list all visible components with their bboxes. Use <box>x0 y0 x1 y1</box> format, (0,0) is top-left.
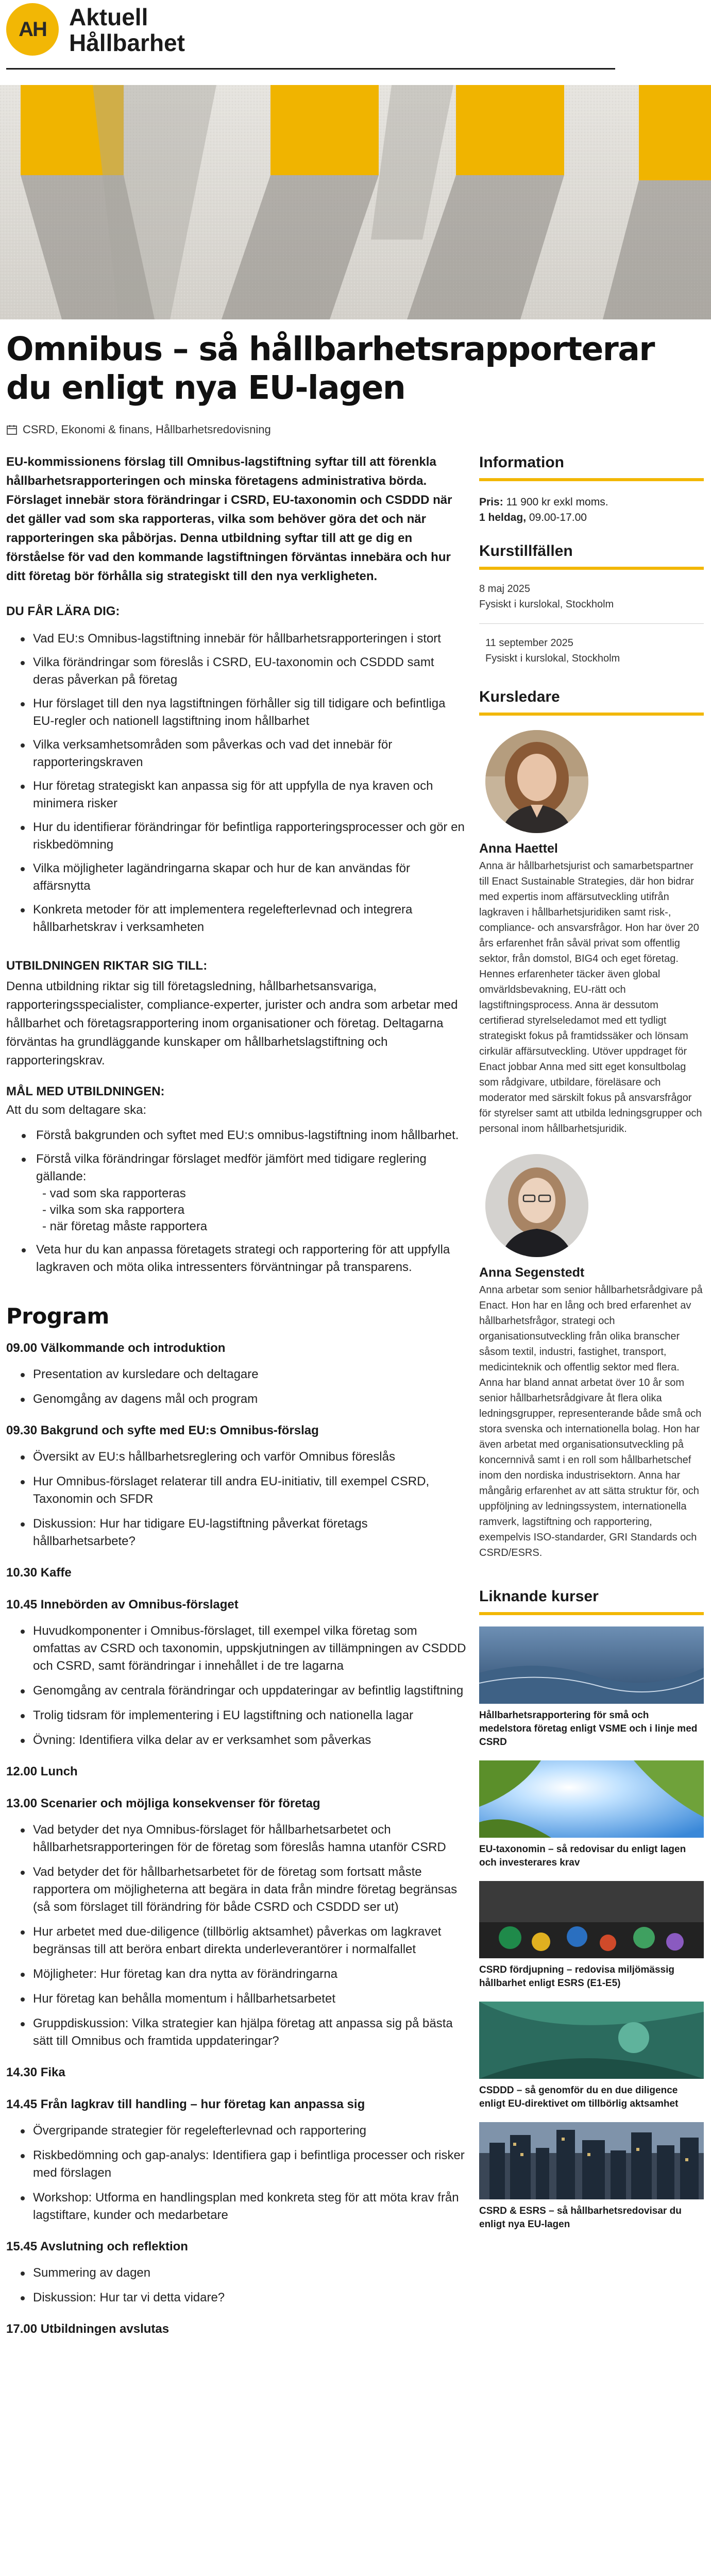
course-date-option[interactable] <box>479 581 704 623</box>
list-item: Översikt av EU:s hållbarhetsreglering och varför Omnibus föreslås <box>6 1448 467 1466</box>
instructor-bio: Anna arbetar som senior hållbarhetsrådgivare på Enact. Hon har en lång och bred erfarenhet av hållbarhetsfrågor, strategi och organisationsutveckling från olika branscher såsom textil, industri, fastighet, transport, medicinteknik och offentlig sektor med flera. Anna har bland annat arbetat över 10 år som senior hållbarhetsrådgivare åt flera olika ledningsgrupper, representerande både små och stora svenska och internationella bolag. Hon har även arbetat med organisationsutveckling på koncernnivå samt i en roll som hållbarhetschef inom den nordiska industrisektorn. Anna har mångårig erfarenhet av att sätta struktur för, och uppföljning av ledningssystem, internationella ramverk, lagstiftning och rapportering, exempelvis ISO-standarder, GRI Standards och CSRD/ESRS. <box>479 1284 703 1558</box>
logo-line-1: Aktuell <box>69 4 148 30</box>
program-items <box>6 2264 467 2307</box>
dates-heading: Kurstillfällen <box>479 541 704 570</box>
list-item: Diskussion: Hur har tidigare EU-lagstiftning påverkat företags hållbarhetsarbete? <box>6 1515 467 1550</box>
price-label: Pris: <box>479 496 503 508</box>
list-item <box>6 1150 467 1235</box>
lead-paragraph: EU-kommissionens förslag till Omnibus-lagstiftning syftar till att förenkla hållbarhetsrapporteringen och minska företagens administrativa börda. Förslaget innebär stora förändringar i CSRD, EU-taxonomin och CSDDD när det gäller vad som ska rapporteras, vilka som behöver göra det och när rapporteringen ska påbörjas. Denna utbildning syftar till att ge dig en förståelse för vad den kommande lagstiftningen förväntas innebära och hur ditt företag bör förhålla sig strategiskt till den nya verkligheten. <box>6 455 452 583</box>
similar-courses-heading: Liknande kurser <box>479 1586 704 1615</box>
sub-list-item: - när företag måste rapportera <box>42 1219 208 1233</box>
program-time-heading: 10.45 Innebörden av Omnibus-förslaget <box>6 1598 239 1612</box>
similar-course-title[interactable]: EU-taxonomin – så redovisar du enligt lagen och investerares krav <box>479 1844 686 1868</box>
course-date: 8 maj 2025 <box>479 583 530 595</box>
logo-badge[interactable]: AH <box>6 3 59 56</box>
program-block <box>6 1564 467 1582</box>
program-block <box>6 1794 467 2050</box>
course-image <box>479 2122 704 2199</box>
program-time-heading: 09.30 Bakgrund och syfte med EU:s Omnibus-förslag <box>6 1423 319 1437</box>
calendar-icon <box>6 424 18 435</box>
sub-list-item: - vilka som ska rapportera <box>42 1203 185 1217</box>
list-item: Vilka förändringar som föreslås i CSRD, EU-taxonomin och CSDDD samt deras påverkan på företag <box>6 654 467 689</box>
course-date-option[interactable] <box>479 635 704 687</box>
program-list <box>6 1339 467 2338</box>
list-item: Hur företag strategiskt kan anpassa sig för att uppfylla de nya kraven och minimera risker <box>6 777 467 812</box>
list-item: Vad betyder det nya Omnibus-förslaget för hållbarhetsarbetet och hållbarhetsrapporteringen för de företag som föreslås hamna utanför CSRD <box>6 1821 467 1856</box>
site-logo-text[interactable] <box>69 4 185 56</box>
price-value: 11 900 kr exkl moms. <box>503 496 608 508</box>
program-block <box>6 1339 467 1408</box>
main-content <box>6 452 467 2347</box>
similar-course-title[interactable]: CSRD fördjupning – redovisa miljömässig hållbarhet enligt ESRS (E1-E5) <box>479 1964 675 1989</box>
program-block <box>6 1421 467 1550</box>
instructors-heading: Kursledare <box>479 687 704 716</box>
list-item: Övergripande strategier för regelefterlevnad och rapportering <box>6 2122 467 2140</box>
list-item: Möjligheter: Hur företag kan dra nytta av förändringarna <box>6 1965 467 1983</box>
program-heading: Program <box>6 1303 109 1329</box>
similar-course-card[interactable] <box>479 1881 704 1990</box>
list-item: Hur Omnibus-förslaget relaterar till andra EU-initiativ, till exempel CSRD, Taxonomin och SFDR <box>6 1473 467 1508</box>
list-item: Summering av dagen <box>6 2264 467 2282</box>
course-place: Fysiskt i kurslokal, Stockholm <box>485 653 620 664</box>
program-block <box>6 2238 467 2307</box>
list-item: Konkreta metoder för att implementera regelefterlevnad och integrera hållbarhetskrav i verksamheten <box>6 901 467 936</box>
program-block <box>6 2095 467 2224</box>
list-item: Vad EU:s Omnibus-lagstiftning innebär för hållbarhetsrapporteringen i stort <box>6 630 467 648</box>
learn-heading: DU FÅR LÄRA DIG: <box>6 604 120 618</box>
goals-heading: MÅL MED UTBILDNINGEN: <box>6 1084 165 1098</box>
program-items <box>6 2122 467 2224</box>
similar-course-title[interactable]: CSDDD – så genomför du en due diligence enligt EU-direktivet om tillbörlig aktsamhet <box>479 2085 679 2109</box>
instructor-photo <box>485 730 588 833</box>
list-item: Diskussion: Hur tar vi detta vidare? <box>6 2289 467 2307</box>
list-item: Vilka verksamhetsområden som påverkas och vad det innebär för rapporteringskraven <box>6 736 467 771</box>
list-item: Hur företag kan behålla momentum i hållbarhetsarbetet <box>6 1990 467 2008</box>
sub-list-item: - vad som ska rapporteras <box>42 1187 186 1200</box>
program-block <box>6 2063 467 2082</box>
program-time-heading: 14.30 Fika <box>6 2065 65 2079</box>
logo-line-2: Hållbarhet <box>69 29 185 56</box>
program-time-heading: 13.00 Scenarier och möjliga konsekvenser för företag <box>6 1797 320 1810</box>
category-row <box>6 422 271 437</box>
program-items <box>6 1821 467 2050</box>
list-item: Gruppdiskussion: Vilka strategier kan hjälpa företag att anpassa sig på bästa sätt till Omnibus och framtida uppdateringar? <box>6 2015 467 2050</box>
program-time-heading: 17.00 Utbildningen avslutas <box>6 2322 170 2336</box>
instructor-card <box>479 730 704 1137</box>
list-item: Workshop: Utforma en handlingsplan med konkreta steg för att möta krav från lagstiftare, kunder och medarbetare <box>6 2189 467 2224</box>
goal-sub-list <box>36 1185 467 1235</box>
course-image <box>479 1626 704 1704</box>
avatar <box>485 1154 588 1257</box>
program-items <box>6 1366 467 1408</box>
list-item: Vilka möjligheter lagändringarna skapar och hur de kan användas för affärsnytta <box>6 860 467 895</box>
site-header <box>6 0 615 70</box>
instructor-card <box>479 1154 704 1561</box>
similar-course-card[interactable] <box>479 1760 704 1870</box>
goals-list <box>6 1127 467 1276</box>
course-image <box>479 1881 704 1958</box>
divider <box>479 623 704 624</box>
list-item: Vad betyder det för hållbarhetsarbetet för de företag som fortsatt måste rapportera om möjligheterna att begära in data från mindre företag begränsas (så som förslaget till förändring för både CSRD och CSDDD ser ut) <box>6 1863 467 1916</box>
hero-image <box>0 85 711 319</box>
list-item: Hur arbetet med due-diligence (tillbörlig aktsamhet) påverkas om lagkravet begränsas till att beröra enbart direkta underleverantörer i normalfallet <box>6 1923 467 1958</box>
avatar <box>485 730 588 833</box>
instructor-name: Anna Segenstedt <box>479 1265 585 1280</box>
list-item: Riskbedömning och gap-analys: Identifiera gap i befintliga processer och risker med förslagen <box>6 2147 467 2182</box>
list-item: Veta hur du kan anpassa företagets strategi och rapportering för att uppfylla lagkraven och möta olika intressenters förväntningar på transparens. <box>6 1241 467 1276</box>
instructor-bio: Anna är hållbarhetsjurist och samarbetspartner till Enact Sustainable Strategies, där hon bidrar med expertis inom affärsutveckling utifrån lagkraven i hållbarhetsjuridiken samt risk-, compliance- och ansvarsfrågor. Hon har över 20 års erfarenhet från såväl privat som offentlig sektor, från domstol, BIG4 och eget företag. Hennes erfarenheter täcker även global omvärldsbevakning, EU-rätt och lagstiftningsprocess. Anna är dessutom certifierad styrelseledamot med ett tydligt strategiskt fokus på framtidssäker och lönsam cirkulär affärsutveckling. Utöver uppdraget för Enact jobbar Anna med sitt eget konsultbolag som rådgivare, utbildare, föreläsare och moderator med särskilt fokus på ansvarsfrågor för styrelser samt att utbilda ledningsgrupper och personal inom hållbarhetsjuridik. <box>479 860 702 1134</box>
list-item: Förstå bakgrunden och syftet med EU:s omnibus-lagstiftning inom hållbarhet. <box>6 1127 467 1144</box>
list-item: Huvudkomponenter i Omnibus-förslaget, till exempel vilka företag som omfattas av CSRD och taxonomin, uppskjutningen av tillämpningen av CSDDD och CSRD, samt förändringar i innehållet i de tre lagarna <box>6 1622 467 1675</box>
program-items <box>6 1448 467 1550</box>
sidebar <box>479 452 704 2231</box>
learn-list <box>6 630 467 936</box>
program-items <box>6 1622 467 1749</box>
list-item: Genomgång av centrala förändringar och uppdateringar av befintlig lagstiftning <box>6 1682 467 1700</box>
program-time-heading: 15.45 Avslutning och reflektion <box>6 2240 188 2253</box>
list-item: Hur du identifierar förändringar för befintliga rapporteringsprocesser och gör en riskbedömning <box>6 819 467 854</box>
similar-course-card[interactable] <box>479 1626 704 1749</box>
list-item: Trolig tidsram för implementering i EU lagstiftning och nationella lagar <box>6 1707 467 1724</box>
similar-course-card[interactable] <box>479 2122 704 2231</box>
program-block <box>6 1596 467 1749</box>
course-image <box>479 2002 704 2079</box>
duration-value: 09.00-17.00 <box>526 512 587 523</box>
program-time-heading: 09.00 Välkommande och introduktion <box>6 1341 226 1355</box>
list-item: Presentation av kursledare och deltagare <box>6 1366 467 1383</box>
duration-label: 1 heldag, <box>479 512 527 523</box>
goals-intro: Att du som deltagare ska: <box>6 1103 147 1117</box>
category-links[interactable]: CSRD, Ekonomi & finans, Hållbarhetsredovisning <box>23 423 271 436</box>
goal-2-text: Förstå vilka förändringar förslaget medför jämfört med tidigare reglering gällande: <box>36 1152 427 1183</box>
info-heading: Information <box>479 452 704 481</box>
similar-course-title[interactable]: CSRD & ESRS – så hållbarhetsredovisar du enligt nya EU-lagen <box>479 2206 682 2230</box>
course-place: Fysiskt i kurslokal, Stockholm <box>479 599 614 610</box>
similar-course-title[interactable]: Hållbarhetsrapportering för små och medelstora företag enligt VSME och i linje med CSRD <box>479 1710 698 1748</box>
list-item: Hur förslaget till den nya lagstiftningen förhåller sig till tidigare och befintliga EU-regler och nationell lagstiftning inom hållbarhet <box>6 695 467 730</box>
similar-course-card[interactable] <box>479 2002 704 2111</box>
instructor-name: Anna Haettel <box>479 841 558 856</box>
instructor-photo <box>485 1154 588 1257</box>
target-text: Denna utbildning riktar sig till företagsledning, hållbarhetsansvariga, rapporteringsspecialister, compliance-experter, jurister och andra som arbetar med hållbarhet och företagsrapportering inom organisationer och företag. Deltagarna förväntas ha grundläggande kunskaper om hållbarhetslagstiftning och rapporteringskrav. <box>6 979 458 1067</box>
program-time-heading: 14.45 Från lagkrav till handling – hur företag kan anpassa sig <box>6 2097 365 2111</box>
program-block <box>6 2320 467 2338</box>
hero-wall-illustration <box>0 85 711 319</box>
target-heading: UTBILDNINGEN RIKTAR SIG TILL: <box>6 959 208 973</box>
list-item: Övning: Identifiera vilka delar av er verksamhet som påverkas <box>6 1732 467 1749</box>
program-block <box>6 1762 467 1781</box>
page-title: Omnibus – så hållbarhetsrapporterar du enligt nya EU-lagen <box>6 330 654 406</box>
course-date: 11 september 2025 <box>485 637 573 649</box>
program-time-heading: 10.30 Kaffe <box>6 1566 72 1580</box>
program-time-heading: 12.00 Lunch <box>6 1765 78 1778</box>
price-line <box>479 495 704 526</box>
list-item: Genomgång av dagens mål och program <box>6 1391 467 1408</box>
course-image <box>479 1760 704 1838</box>
